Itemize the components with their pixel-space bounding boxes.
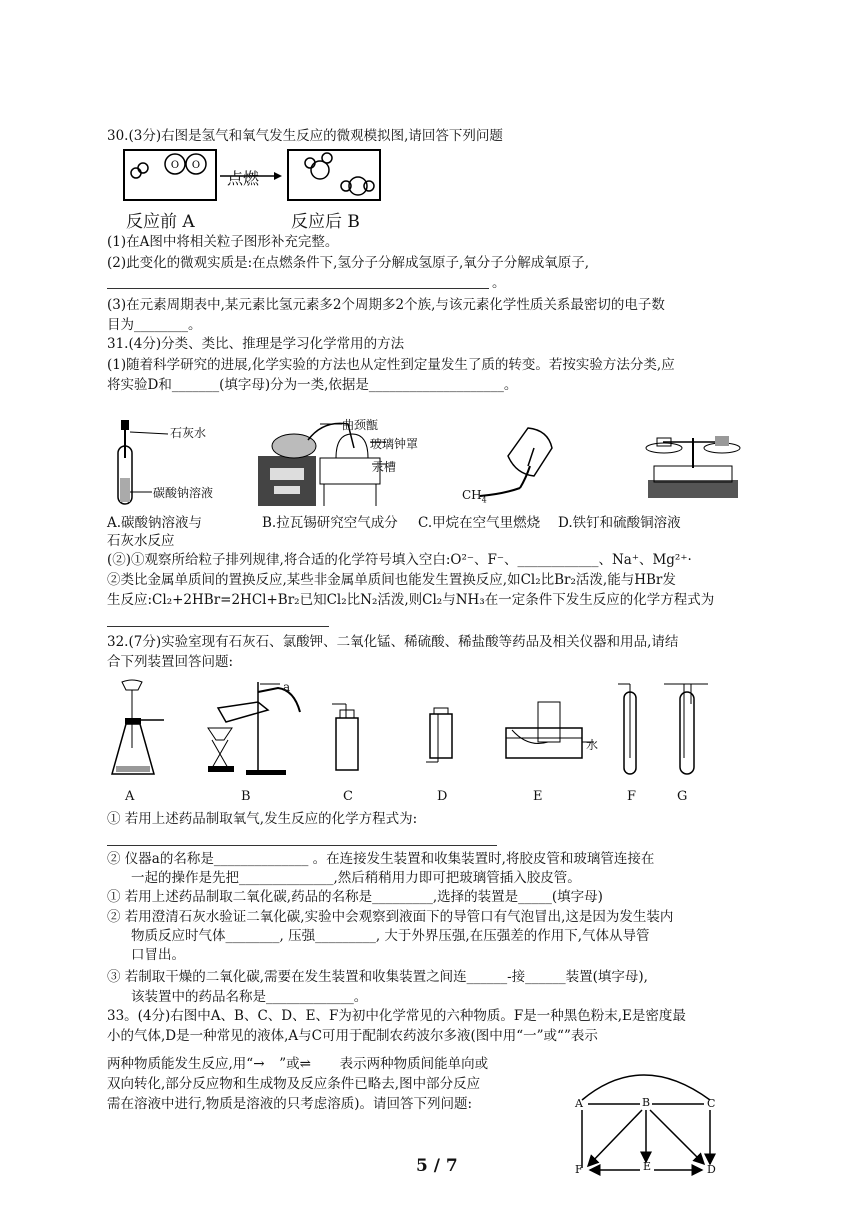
q32-item5-line2: 该装置中的药品名称是_____________。 [131, 989, 368, 1005]
svg-text:O: O [170, 160, 180, 171]
q32-title-line2: 合下列装置回答问题: [107, 654, 234, 670]
q33-line4: 双向转化,部分反应物和生成物及反应条件已略去,图中部分反应 [107, 1076, 481, 1092]
q32-item3: ① 若用上述药品制取二氧化碳,药品的名称是_________,选择的装置是_____(填字母) [107, 889, 603, 905]
apparatus-label-d: D [437, 789, 448, 804]
q31-part1-line1: (1)随着科学研究的进展,化学实验的方法也从定性到定量发生了质的转变。若按实验方法分类,应 [107, 357, 675, 373]
q31-part2-line1: (②)①观察所给粒子排列规律,将合适的化学符号填入空白:O²⁻、F⁻、____________、Na⁺、Mg²⁺· [107, 552, 692, 568]
q32-item4-line3: 口冒出。 [131, 947, 185, 963]
hydrogen-molecule-icon [131, 163, 148, 178]
methane-label: $CH_4$ [462, 488, 487, 505]
node-c: C [707, 1097, 716, 1110]
apparatus-b-heating-icon [208, 682, 300, 775]
q32-apparatus-figures [108, 678, 708, 782]
apparatus-label-c: C [343, 789, 353, 804]
bell-jar-label: 玻璃钟罩 [370, 437, 419, 451]
balance-scale-icon [646, 436, 740, 498]
q31-part1-line2: 将实验D和_______(填字母)分为一类,依据是____________________。 [107, 377, 518, 393]
single-arrow-icon: → [253, 1056, 265, 1072]
q30-part1: (1)在A图中将相关粒子图形补充完整。 [107, 234, 339, 250]
q30-label-a: 反应前 A [126, 212, 195, 232]
apparatus-f-tube-icon [618, 684, 636, 774]
node-b: B [642, 1096, 651, 1109]
node-f: F [575, 1163, 583, 1176]
q31-title: 31.(4分)分类、类比、推理是学习化学常用的方法 [107, 336, 405, 352]
q32-title-line1: 32.(7分)实验室现有石灰石、氯酸钾、二氧化锰、稀硫酸、稀盐酸等药品及相关仪器和用品,请结 [107, 634, 679, 650]
apparatus-label-g: G [677, 789, 688, 804]
caption-b: B.拉瓦锡研究空气成分 [262, 515, 398, 531]
apparatus-label-a: A [125, 789, 135, 804]
q33-line5: 需在溶液中进行,物质是溶液的只考虑溶质)。请回答下列问题: [107, 1096, 473, 1112]
node-a: A [575, 1097, 583, 1110]
apparatus-e-water-trough-icon [506, 702, 594, 758]
q32-item4-line2: 物质反应时气体________, 压强_________, 大于外界压强,在压强差的作用下,气体从导管 [131, 928, 650, 944]
answer-blank [107, 626, 329, 627]
sodium-carbonate-label: 碳酸钠溶液 [153, 486, 214, 500]
q32-item4-line1: ② 若用澄清石灰水验证二氧化碳,实验中会观察到液面下的导管口有气泡冒出,这是因为发生装内 [107, 909, 674, 925]
limewater-label: 石灰水 [170, 426, 207, 440]
caption-a2: 石灰水反应 [107, 533, 175, 549]
q30-part2-end: 。 [492, 275, 506, 291]
q30-part3-line1: (3)在元素周期表中,某元素比氢元素多2个周期多2个族,与该元素化学性质关系最密切的电子数 [107, 297, 665, 313]
lavoisier-apparatus-icon [258, 423, 386, 506]
retort-label: 曲颈甑 [342, 418, 379, 432]
q30-part2: (2)此变化的微观实质是:在点燃条件下,氢分子分解成氢原子,氧分子分解成氧原子, [107, 255, 590, 271]
q31-part2-line3: 生反应:Cl₂+2HBr=2HCl+Br₂已知Cl₂比N₂活泼,则Cl₂与NH₃在一定条件下发生反应的化学方程式为 [107, 592, 715, 608]
caption-c: C.甲烷在空气里燃烧 [418, 515, 541, 531]
apparatus-d-bottle-icon [426, 708, 452, 762]
water-label: 水 [586, 738, 599, 752]
q32-item2-line1: ② 仪器a的名称是______________ 。在连接发生装置和收集装置时,将胶皮管和玻璃管连接在 [107, 851, 655, 867]
q30-label-b: 反应后 B [291, 212, 360, 232]
q32-item5-line1: ③ 若制取干燥的二氧化碳,需要在发生装置和收集装置之间连______-接______装置(填字母), [107, 969, 648, 985]
q33-line1: 33。(4分)右图中A、B、C、D、E、F为初中化学常见的六种物质。F是一种黑色粉末,E是密度最 [107, 1008, 686, 1024]
q32-item1: ① 若用上述药品制取氧气,发生反应的化学方程式为: [107, 811, 418, 827]
page-number: 5 / 7 [416, 1156, 458, 1176]
caption-d: D.铁钉和硫酸铜溶液 [558, 515, 681, 531]
node-d: D [707, 1163, 716, 1176]
q33-line3: 两种物质能发生反应,用“→ ”或⇌ 表示两种物质间能单向或 [107, 1056, 489, 1072]
q30-title: 30.(3分)右图是氢气和氧气发生反应的微观模拟图,请回答下列问题 [107, 128, 503, 144]
water-molecule-icon [305, 153, 332, 179]
answer-blank [107, 288, 489, 289]
caption-a1: A.碳酸钠溶液与 [107, 515, 203, 531]
node-e: E [643, 1160, 652, 1173]
oxygen-molecule-icon [165, 154, 206, 174]
water-molecule-icon [341, 177, 374, 195]
apparatus-label-b: B [241, 789, 251, 804]
q33-line2: 小的气体,D是一种常见的液体,A与C可用于配制农药波尔多液(图中用“一”或“”表示 [107, 1028, 598, 1044]
mercury-trough-label: 汞槽 [372, 460, 397, 474]
q32-item2-line2: 一起的操作是先把______________,然后稍稍用力即可把玻璃管插入胶皮管。 [131, 870, 581, 886]
answer-blank [107, 845, 497, 846]
apparatus-a-flask-icon [112, 680, 164, 774]
q30-part3-line2: 目为________。 [107, 317, 202, 333]
double-arrow-icon: ⇌ [299, 1056, 311, 1072]
instrument-a-label: a [283, 680, 291, 694]
svg-text:O: O [191, 160, 201, 171]
q31-part2-line2: ②类比金属单质间的置换反应,某些非金属单质间也能发生置换反应,如Cl₂比Br₂活泼,能与HBr发 [107, 572, 676, 588]
apparatus-g-tube-icon [664, 684, 708, 774]
apparatus-label-e: E [533, 789, 543, 804]
q30-arrow-label: 点燃 [227, 169, 260, 188]
methane-burning-icon [480, 428, 552, 496]
apparatus-label-f: F [627, 789, 637, 804]
apparatus-c-bottle-icon [332, 704, 358, 770]
